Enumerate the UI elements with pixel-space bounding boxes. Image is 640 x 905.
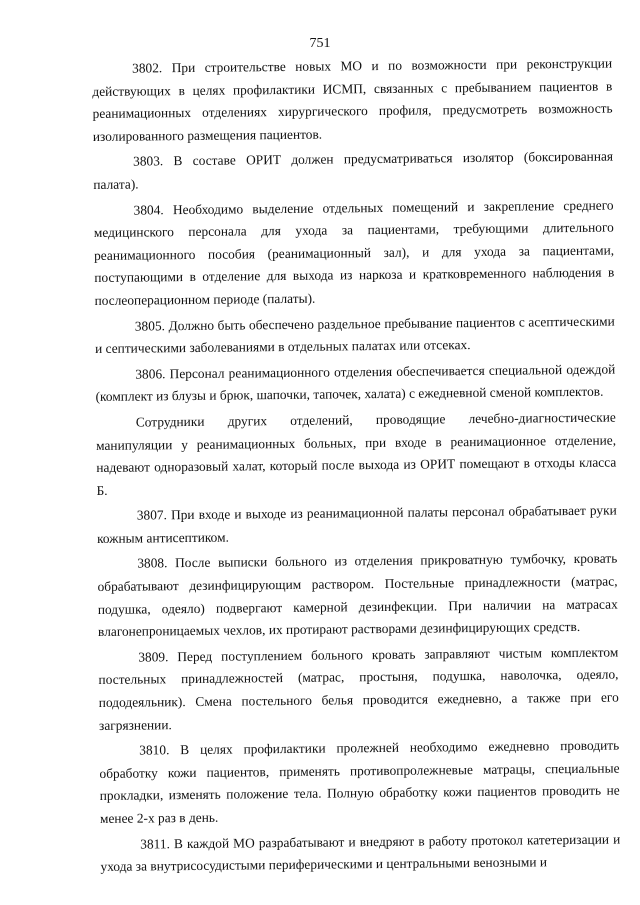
paragraph-3804: 3804. Необходимо выделение отдельных помещений и закрепление среднего медицинского персонала для ухода за пациентами, требующими длительного реанимационного пособия (реанимационный зал), и для ухода за пациентами, поступающими в отделение для выхода из наркоза и кратковременного наблюдения в послеоперационном периоде (палаты). [93,197,615,308]
paragraph-3803: 3803. В составе ОРИТ должен предусматриваться изолятор (боксированная палата). [93,148,614,192]
body-text [92,53,621,882]
paragraph-3810: 3810. В целях профилактики пролежней необходимо ежедневно проводить обработку кожи пациентов, применять противопролежневые матрацы, специальные прокладки, изменять положение тела. Полную обработку кожи пациентов проводить не менее 2-х раз в день. [99,737,620,826]
paragraph-3806: 3806. Персонал реанимационного отделения обеспечивается специальной одеждой (комплект из блузы и брюк, шапочки, тапочек, халата) с ежедневной сменой комплектов. [95,361,616,405]
paragraph-3802: 3802. При строительстве новых МО и по возможности при реконструкции действующих в целях профилактики ИСМП, связанных с пребыванием пациентов в реанимационных отделениях хирургического профиля, предусмотреть возможность изолированного размещения пациентов. [92,55,613,144]
page-number: 751 [309,36,331,51]
paragraph-3807: 3807. При входе и выходе из реанимационной палаты персонал обрабатывает руки кожным антисептиком. [96,502,617,546]
paragraph-3806-continued: Сотрудники других отделений, проводящие лечебно-диагностические манипуляции у реанимационных больных, при входе в реанимационное отделение, надевают одноразовый халат, который после выхода из ОРИТ помещают в отходы класса Б. [95,409,617,498]
paragraph-3805: 3805. Должно быть обеспечено раздельное пребывание пациентов с асептическими и септическими заболеваниями в отдельных палатах или отсеках. [94,313,615,357]
paragraph-3808: 3808. После выписки больного из отделения прикроватную тумбочку, кровать обрабатывают дезинфицирующим раствором. Постельные принадлежности (матрас, подушка, одеяло) подвергают камерной дезинфекции. При наличии на матрасах влагонепроницаемых чехлов, их протирают растворами дезинфицирующих средств. [97,550,618,640]
paragraph-3811: 3811. В каждой МО разрабатывают и внедряют в работу протокол катетеризации и ухода за внутрисосудистыми периферическими и центральными венозными и [100,831,621,875]
paragraph-3809: 3809. Перед поступлением больного кровать заправляют чистым комплектом постельных принадлежностей (матрас, простыня, подушка, наволочка, одеяло, пододеяльник). Смена постельного белья проводится ежедневно, а также при его загрязнении. [98,644,619,733]
